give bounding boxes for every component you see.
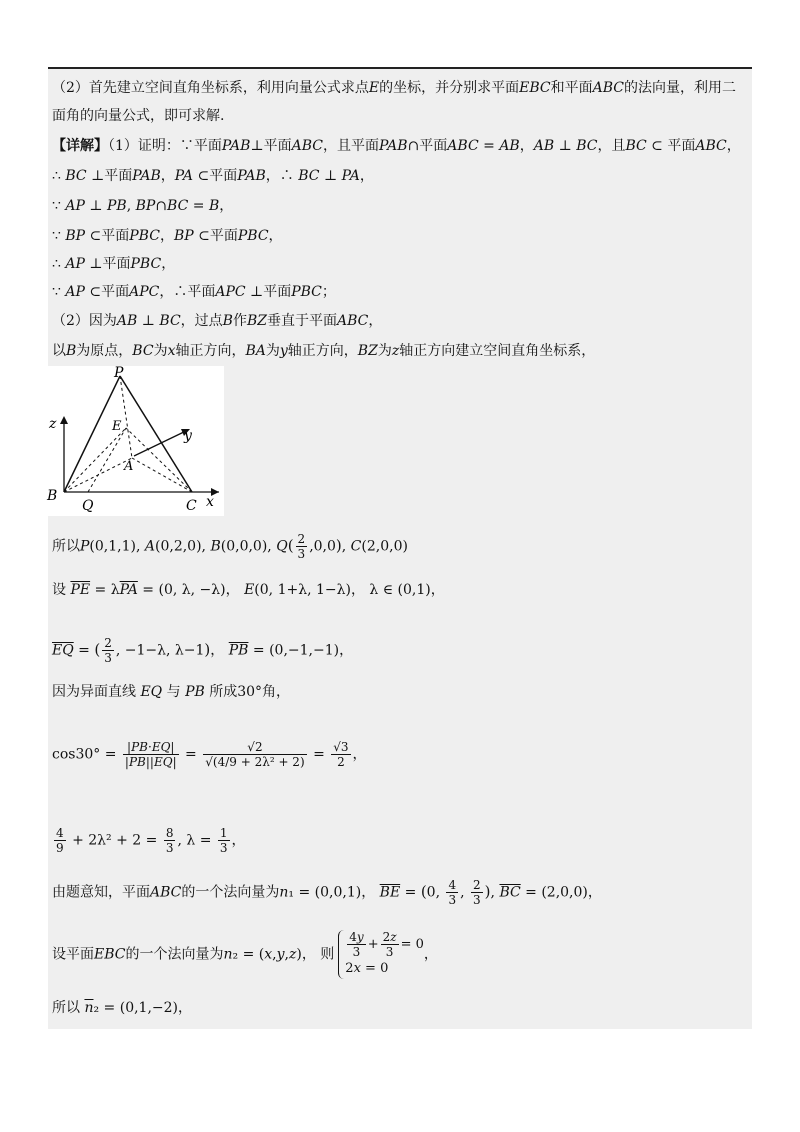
normal-ebc-setup-line: 设平面EBC的一个法向量为n₂ = (x,y,z)， 则 $\frac{4y}{3}$ + $\frac{2z}{3}$ = 0 2x = 0， [52,930,438,979]
pe-line: 设 $\overline{PE} = \lambda\overline{PA} = (0$, λ, −λ)， E(0, 1+λ, 1−λ)， λ ∈ (0,1)， [52,582,445,598]
detail-line-1: 【详解】（1）证明：∵平面PAB⊥平面ABC，且平面PAB∩平面ABC = AB，AB ⊥ BC，且BC ⊂ 平面ABC， [52,138,741,154]
detail-line-5: ∴ AP ⊥平面PBC， [52,256,176,272]
label-x: x [206,494,214,510]
label-y: y [184,428,192,444]
label-z: z [49,416,57,432]
normal-abc-line: 由题意知，平面ABC的一个法向量为n₁ = (0,0,1)， $\overline{BE} = (0$, $\frac{4}{3}$ , $\frac{2}{3}$ ), $\overline{BC} = (2,0,0)$， [52,878,602,907]
analysis-part2-line2: 面角的向量公式，即可求解. [52,108,225,124]
detail-line-6: ∵ AP ⊂平面APC，∴平面APC ⊥平面PBC； [52,284,336,300]
angle-line: 因为异面直线 EQ 与 PB 所成30°角， [52,684,291,700]
detail-line-3: ∵ AP ⊥ PB, BP∩BC = B， [52,198,234,214]
eq-vector-line: $\overline{EQ}$ = ( $\frac{2}{3}$ , −1−λ, λ−1)， $\overline{PB} = (0,-1,-1)$， [52,636,354,665]
label-C: C [186,498,197,514]
label-A: A [124,459,134,474]
cos-line: cos30° = $\frac{|PB\cdot EQ|}{|PB||EQ|}$ = $\frac{√2}{\text{√(4/9 + 2λ² + 2)}}$ = $\frac{√3}{2}$ ， [52,740,367,769]
detail-line-8: 以B为原点，BC为x轴正方向，BA为y轴正方向，BZ为z轴正方向建立空间直角坐标系， [52,343,596,359]
detail-line-2: ∴ BC ⊥平面PAB，PA ⊂平面PAB，∴ BC ⊥ PA， [52,168,374,184]
label-E: E [112,419,122,434]
figure-background [44,366,224,516]
detail-line-7: （2）因为AB ⊥ BC，过点B作BZ垂直于平面ABC， [52,313,383,329]
label-P: P [114,366,124,381]
label-B: B [47,488,58,504]
label-Q: Q [82,498,94,514]
analysis-part2-line1: （2）首先建立空间直角坐标系，利用向量公式求点E的坐标，并分别求平面EBC和平面ABC的法向量，利用二 [52,80,736,96]
pyramid-figure [44,366,224,516]
coordinates-line: 所以P(0,1,1), A(0,2,0), B(0,0,0), Q( $\frac{2}{3}$ ,0,0), C(2,0,0) [52,532,408,561]
detail-line-4: ∵ BP ⊂平面PBC，BP ⊂平面PBC， [52,228,283,244]
lambda-line: $\frac{4}{9}$ + 2λ² + 2 = $\frac{8}{3}$ , λ = $\frac{1}{3}$ ， [56,826,246,855]
n2-result-line: 所以 $\overline{n}_2 = (0,1,-2)$， [52,1000,193,1016]
